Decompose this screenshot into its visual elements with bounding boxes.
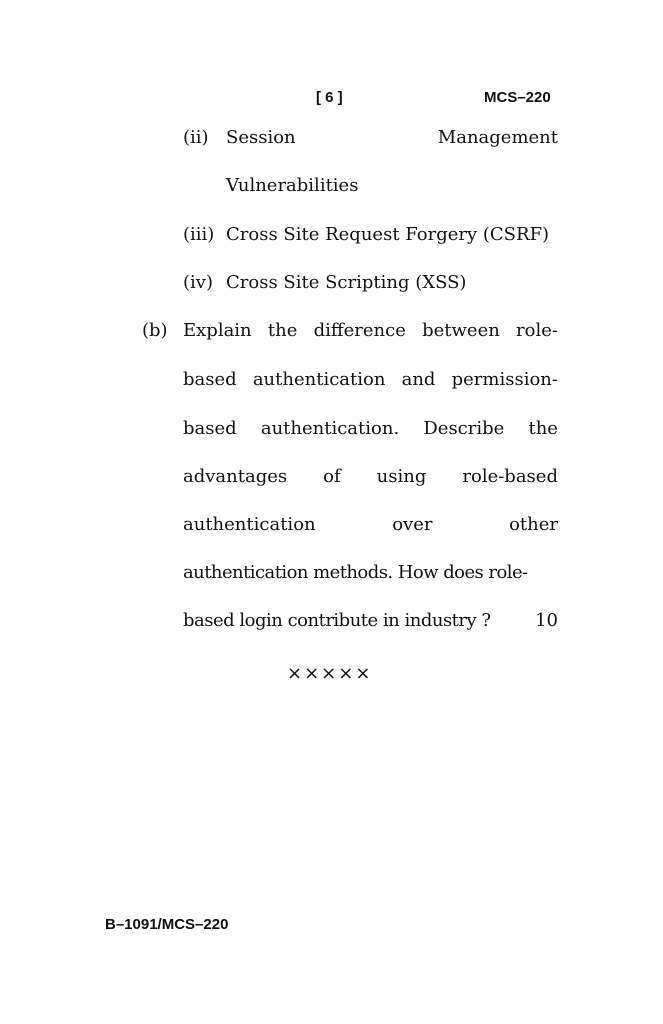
word: Management [437,127,558,148]
question-b-line-2 [183,369,558,390]
question-b-line-4 [183,466,558,487]
end-of-paper-marks: ××××× [287,663,373,684]
word: between [422,320,500,341]
question-b-marker: (b) [142,320,168,341]
word: of [323,466,341,487]
word: based [183,369,237,390]
word: authentication [183,514,316,535]
word: Session [226,127,296,148]
word: and [401,369,436,390]
word: the [267,320,298,341]
question-b-line-1 [183,320,558,341]
word: advantages [183,466,288,487]
subpart-marker-ii: (ii) [183,127,209,148]
question-b-line-3 [183,418,558,439]
word: other [509,514,558,535]
word: authentication. [260,418,400,439]
word: Explain [183,320,252,341]
word: role-based [462,466,558,487]
page-number: [ 6 ] [316,89,343,106]
question-b-line-7 [183,610,558,631]
word: the [528,418,558,439]
word: role- [516,320,558,341]
word: based [183,418,237,439]
word: permission- [451,369,558,390]
word: authentication [252,369,386,390]
word: using [376,466,427,487]
question-b-line-6: authentication methods. How does role- [183,562,528,583]
subpart-marker-iii: (iii) [183,224,215,245]
subpart-ii-line-2: Vulnerabilities [226,175,359,196]
word: over [392,514,433,535]
subpart-iii-text: Cross Site Request Forgery (CSRF) [226,224,550,245]
footer-paper-code: B–1091/MCS–220 [105,916,229,933]
question-b-final-text: based login contribute in industry ? [183,610,491,631]
subpart-ii-line-1 [226,127,558,148]
marks: 10 [535,610,558,631]
word: Describe [423,418,505,439]
word: difference [313,320,406,341]
subpart-marker-iv: (iv) [183,272,213,293]
subpart-iv-text: Cross Site Scripting (XSS) [226,272,467,293]
paper-code: MCS–220 [484,89,551,106]
question-b-line-5 [183,514,558,535]
